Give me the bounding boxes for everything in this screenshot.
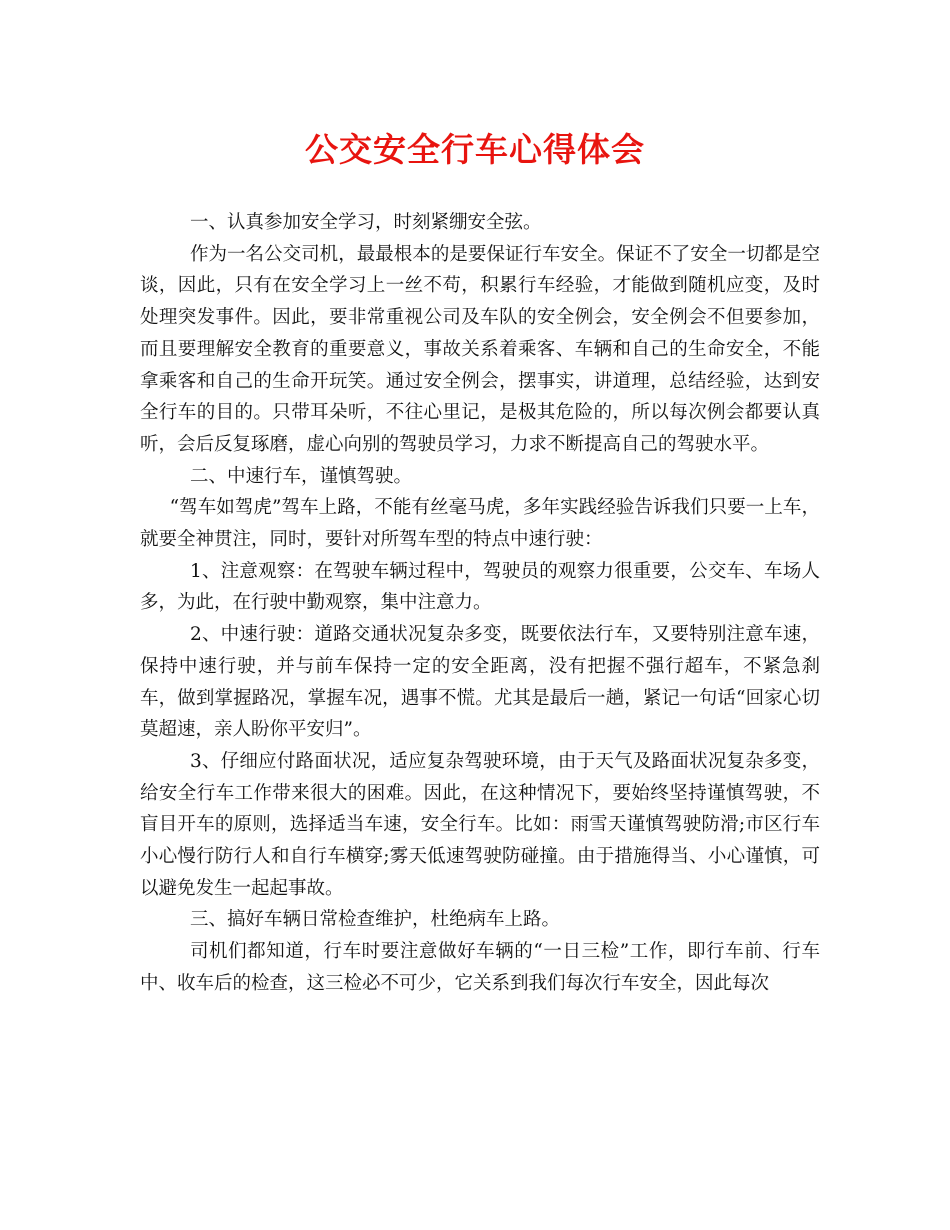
list-item: 2、中速行驶：道路交通状况复杂多变，既要依法行车，又要特别注意车速，保持中速行驶，并与前车保持一定的安全距离，没有把握不强行超车，不紧急刹车，做到掌握路况，掌握车况，遇事不慌。尤其是最后一趟，紧记一句话“回家心切莫超速，亲人盼你平安归”。 — [140, 624, 820, 741]
section-heading-3: 三、搞好车辆日常检查维护，杜绝病车上路。 — [189, 909, 560, 931]
paragraph: 作为一名公交司机，最最根本的是要保证行车安全。保证不了安全一切都是空谈，因此，只有在安全学习上一丝不苟，积累行车经验，才能做到随机应变，及时处理突发事件。因此，要非常重视公司及车队的安全例会，安全例会不但要参加，而且要理解安全教育的重要意义，事故关系着乘客、车辆和自己的生命安全，不能拿乘客和自己的生命开玩笑。通过安全例会，摆事实，讲道理，总结经验，达到安全行车的目的。只带耳朵听，不往心里记，是极其危险的，所以每次例会都要认真听，会后反复琢磨，虚心向别的驾驶员学习，力求不断提高自己的驾驶水平。 — [140, 243, 820, 455]
section-heading-2: 二、中速行车，谨慎驾驶。 — [189, 465, 412, 487]
section-heading-1: 一、认真参加安全学习，时刻紧绷安全弦。 — [189, 212, 542, 233]
list-item: 3、仔细应付路面状况，适应复杂驾驶环境，由于天气及路面状况复杂多变，给安全行车工作带来很大的困难。因此，在这种情况下，要始终坚持谨慎驾驶，不盲目开车的原则，选择适当车速，安全行车。比如：雨雪天谨慎驾驶防滑;市区行车小心慢行防行人和自行车横穿;雾天低速驾驶防碰撞。由于措施得当、小心谨慎，可以避免发生一起起事故。 — [140, 750, 820, 899]
document-title: 公交安全行车心得体会 — [305, 130, 645, 169]
paragraph: 司机们都知道，行车时要注意做好车辆的“一日三检”工作，即行车前、行车中、收车后的检查，这三检必不可少，它关系到我们每次行车安全，因此每次 — [140, 941, 820, 994]
paragraph: “驾车如驾虎”驾车上路，不能有丝毫马虎，多年实践经验告诉我们只要一上车，就要全神贯注，同时，要针对所驾车型的特点中速行驶： — [140, 497, 820, 551]
list-item: 1、注意观察：在驾驶车辆过程中，驾驶员的观察力很重要，公交车、车场人多，为此，在行驶中勤观察，集中注意力。 — [140, 560, 820, 614]
document-body — [140, 207, 820, 1000]
